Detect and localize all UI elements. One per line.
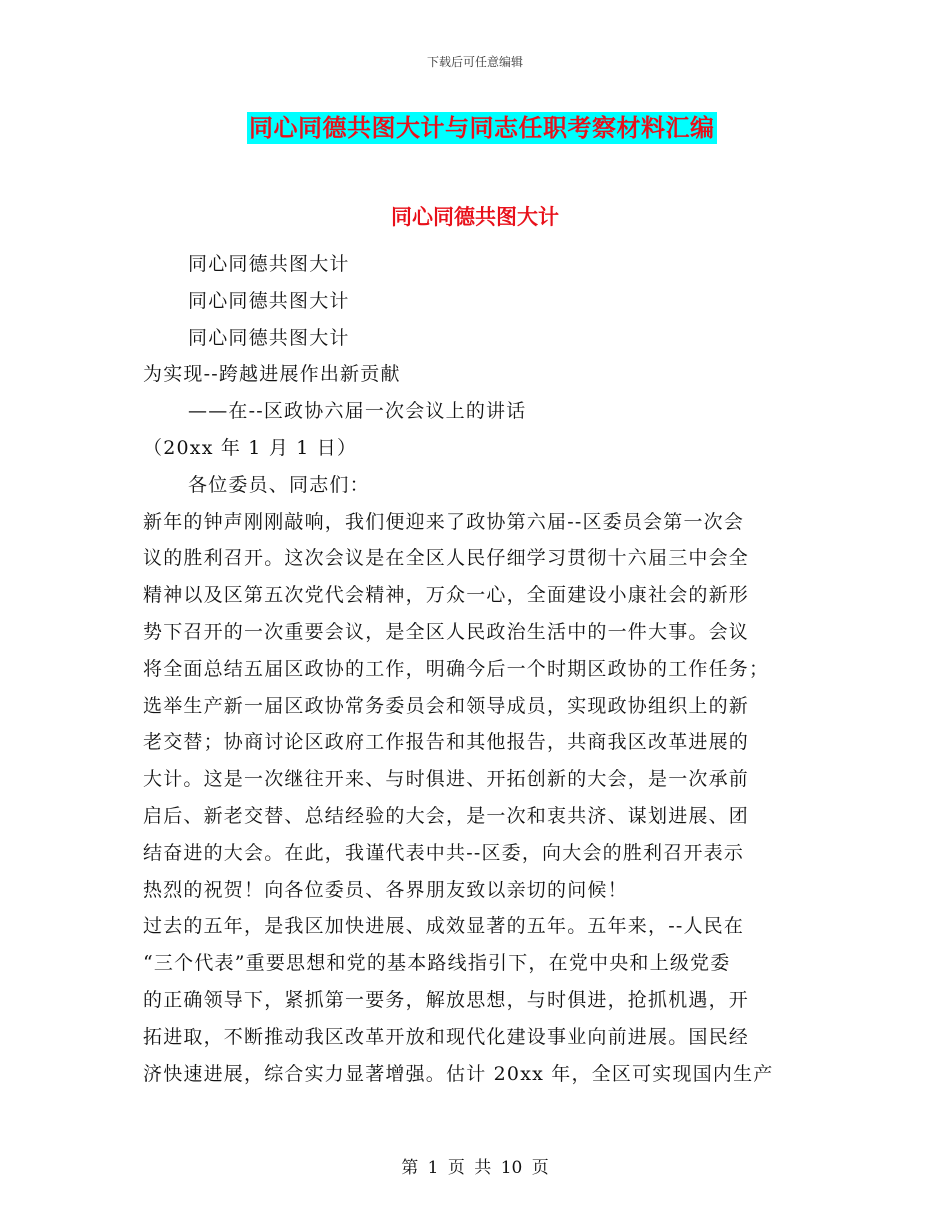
body-line: 老交替；协商讨论区政府工作报告和其他报告，共商我区改革进展的 xyxy=(143,731,750,754)
section-title: 同心同德共图大计 xyxy=(391,205,559,229)
body-line: 选举生产新一届区政协常务委员会和领导成员，实现政协组织上的新 xyxy=(143,694,750,717)
heading-line: 同心同德共图大计 xyxy=(188,326,350,349)
body-line: 热烈的祝贺！向各位委员、各界朋友致以亲切的问候！ xyxy=(143,878,628,901)
body-line: “三个代表”重要思想和党的基本路线指引下，在党中央和上级党委 xyxy=(143,952,731,975)
body-line: 济快速进展，综合实力显著增强。估计 20xx 年，全区可实现国内生产 xyxy=(143,1062,774,1085)
document-body xyxy=(143,246,813,1092)
body-line: 结奋进的大会。在此，我谨代表中共--区委，向大会的胜利召开表示 xyxy=(143,841,745,864)
body-line: 的正确领导下，紧抓第一要务，解放思想，与时俱进，抢抓机遇，开 xyxy=(143,988,750,1011)
page-footer: 第 1 页 共 10 页 xyxy=(401,1158,549,1178)
speech-date: （20xx 年 1 月 1 日） xyxy=(143,436,358,459)
body-line: 新年的钟声刚刚敲响，我们便迎来了政协第六届--区委员会第一次会 xyxy=(143,510,745,533)
body-line: 拓进取，不断推动我区改革开放和现代化建设事业向前进展。国民经 xyxy=(143,1025,750,1048)
body-line: 启后、新老交替、总结经验的大会，是一次和衷共济、谋划进展、团 xyxy=(143,804,750,827)
body-line: 将全面总结五届区政协的工作，明确今后一个时期区政协的工作任务； xyxy=(143,657,770,680)
speech-title: 为实现--跨越进展作出新贡献 xyxy=(143,363,401,386)
heading-line: 同心同德共图大计 xyxy=(188,289,350,312)
heading-line: 同心同德共图大计 xyxy=(188,253,350,275)
body-line: 大计。这是一次继往开来、与时俱进、开拓创新的大会，是一次承前 xyxy=(143,768,750,791)
page-header-note: 下载后可任意编辑 xyxy=(426,55,523,69)
salutation: 各位委员、同志们： xyxy=(188,473,370,496)
body-line: 过去的五年，是我区加快进展、成效显著的五年。五年来，--人民在 xyxy=(143,915,745,938)
speech-subtitle: ——在--区政协六届一次会议上的讲话 xyxy=(188,400,527,423)
body-line: 精神以及区第五次党代会精神，万众一心，全面建设小康社会的新形 xyxy=(143,584,750,607)
body-line: 议的胜利召开。这次会议是在全区人民仔细学习贯彻十六届三中会全 xyxy=(143,547,750,570)
document-title: 同心同德共图大计与同志任职考察材料汇编 xyxy=(249,114,715,142)
body-line: 势下召开的一次重要会议，是全区人民政治生活中的一件大事。会议 xyxy=(143,620,750,643)
